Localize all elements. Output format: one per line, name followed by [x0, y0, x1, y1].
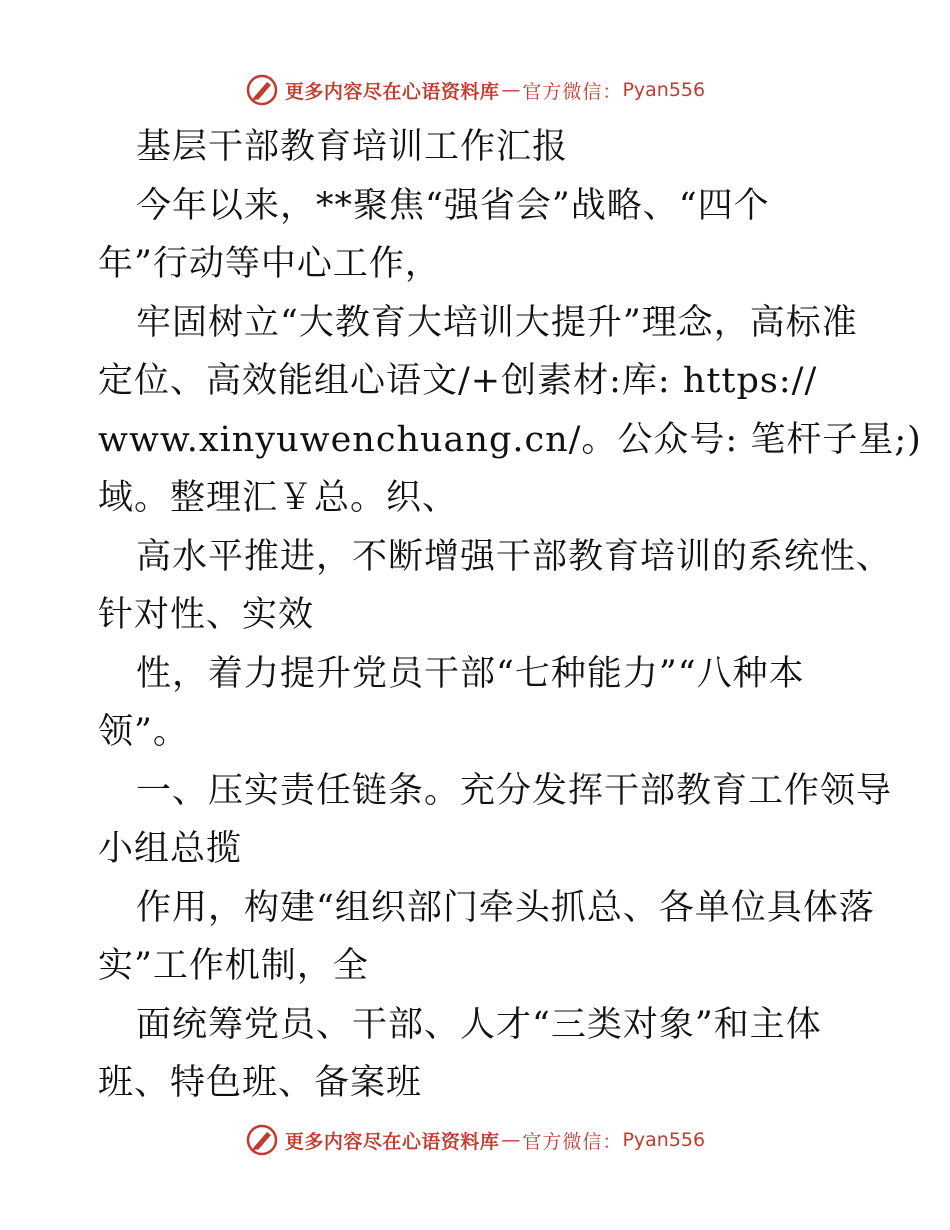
paragraph-line: 年”行动等中心工作，	[98, 244, 441, 284]
watermark-main-text: 更多内容尽在心语资料库	[284, 80, 500, 103]
paragraph-line: 小组总揽	[98, 829, 243, 869]
watermark-wechat-id: Pyan556	[622, 79, 706, 101]
document-title: 基层干部教育培训工作汇报	[136, 127, 569, 167]
watermark-footer	[0, 1120, 950, 1160]
paragraph-line: 牢固树立“大教育大培训大提升”理念，高标准	[136, 302, 858, 343]
pen-logo-icon	[245, 1123, 279, 1157]
document-body	[98, 118, 922, 1113]
paragraph-line: 域。整理汇￥总。织、	[98, 478, 459, 518]
paragraph-line: 班、特色班、备案班	[98, 1063, 423, 1103]
watermark-header	[0, 70, 950, 110]
paragraph-line: 针对性、实效	[98, 595, 315, 635]
pen-logo-icon	[245, 73, 279, 107]
watermark-main-text: 更多内容尽在心语资料库	[284, 1130, 500, 1153]
watermark-separator: —	[501, 1129, 521, 1151]
paragraph-line: 作用，构建“组织部门牵头抓总、各单位具体落	[136, 887, 875, 928]
section-heading-line: 一、压实责任链条。充分发挥干部教育工作领导	[136, 770, 893, 811]
watermark-sub-text: 官方微信：	[522, 80, 623, 103]
paragraph-line: 今年以来，**聚焦“强省会”战略、“四个	[136, 185, 770, 226]
watermark-separator: —	[501, 79, 521, 101]
paragraph-line: 实”工作机制，全	[98, 946, 369, 986]
paragraph-line: 面统筹党员、干部、人才“三类对象”和主体	[136, 1004, 822, 1045]
paragraph-line: 领”。	[98, 712, 189, 752]
paragraph-line: 性，着力提升党员干部“七种能力”“八种本	[136, 653, 805, 694]
paragraph-line: 定位、高效能组心语文/+创素材:库: https://	[98, 361, 818, 401]
paragraph-line: 高水平推进，不断增强干部教育培训的系统性、	[136, 536, 893, 577]
watermark-wechat-id: Pyan556	[622, 1129, 706, 1151]
paragraph-line: www.xinyuwenchuang.cn/。公众号: 笔杆子星;)	[98, 419, 922, 460]
watermark-sub-text: 官方微信：	[522, 1130, 623, 1153]
